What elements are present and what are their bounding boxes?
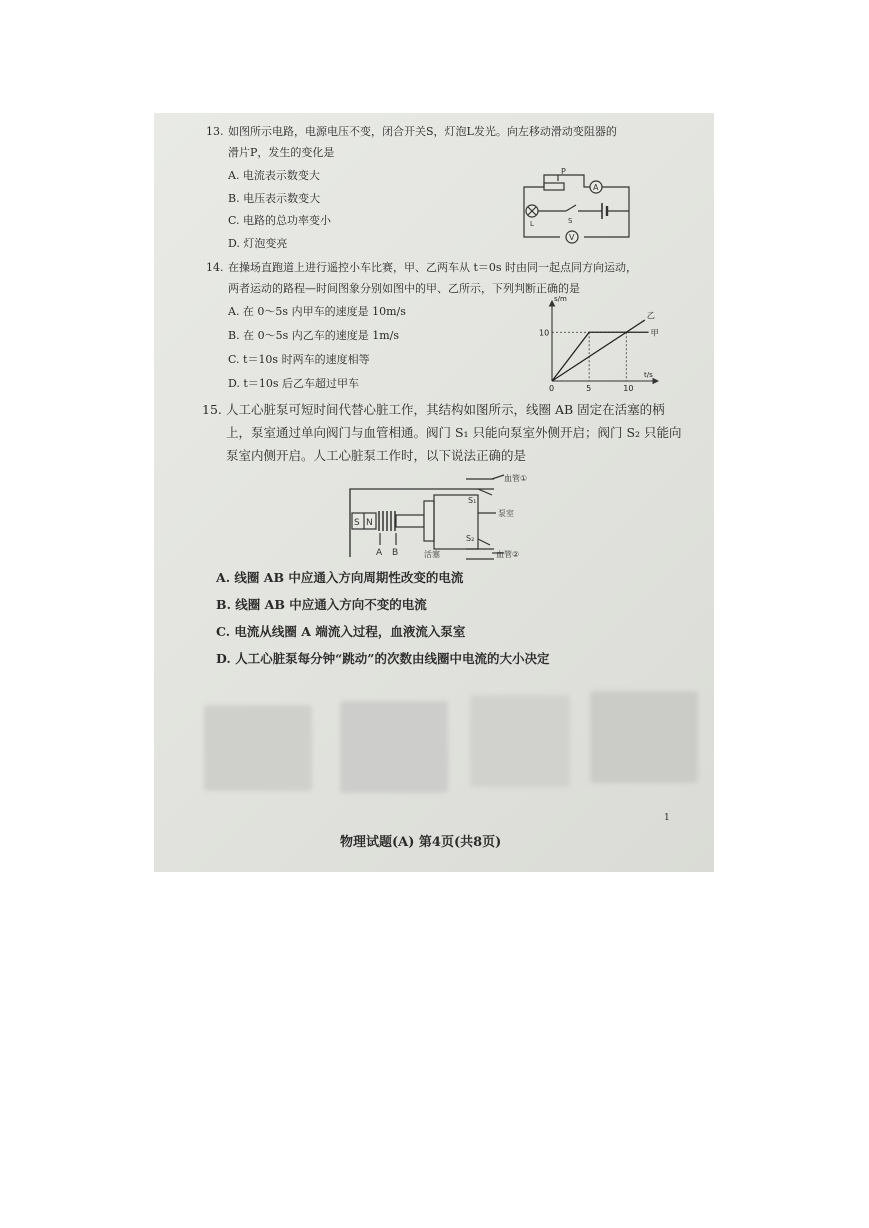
q13-option-d: D. 灯泡变亮 (228, 237, 288, 250)
vessel2-label: 血管② (496, 550, 520, 559)
series-line-1 (552, 332, 649, 381)
page-footer: 物理试题(A) 第4页(共8页) (340, 835, 502, 850)
x-tick-label: 0 (549, 384, 555, 393)
series-line-2 (552, 320, 645, 381)
x-axis-label: t/s (644, 371, 653, 379)
q15-heart-pump-diagram (344, 473, 564, 563)
y-axis-label: s/m (554, 295, 567, 303)
coil-b-label: B (392, 548, 399, 558)
series-label-2: 乙 (646, 311, 655, 321)
q15-option-c: C. 电流从线圈 A 端流入过程，血液流入泵室 (216, 624, 466, 639)
q14-stem-line1: 在操场直跑道上进行遥控小车比赛，甲、乙两车从 t＝0s 时由同一起点同方向运动， (228, 261, 638, 274)
x-tick-label: 5 (586, 384, 592, 393)
piston-symbol (424, 501, 434, 541)
q15-stem-line2: 上，泵室通过单向阀门与血管相通。阀门 S₁ 只能向泵室外侧开启；阀门 S₂ 只能向 (226, 425, 682, 440)
pump-chamber-label: 泵室 (498, 509, 514, 518)
q15-option-d: D. 人工心脏泵每分钟“跳动”的次数由线圈中电流的大小决定 (216, 651, 550, 666)
series-label-1: 甲 (650, 328, 659, 338)
q14-option-d: D. t＝10s 后乙车超过甲车 (228, 377, 359, 390)
piston-label: 活塞 (424, 550, 440, 559)
q14-distance-time-chart (534, 293, 664, 393)
photographed-exam-page (154, 113, 714, 872)
q15-option-b: B. 线圈 AB 中应通入方向不变的电流 (216, 597, 427, 612)
q13-option-a: A. 电流表示数变大 (228, 169, 320, 182)
bleed-through-image-2 (340, 701, 448, 793)
q13-option-b: B. 电压表示数变大 (228, 192, 321, 205)
y-tick-label: 10 (539, 328, 550, 338)
q14-number: 14. (206, 261, 224, 274)
bleed-through-image-3 (470, 695, 570, 787)
q13-stem-line2: 滑片P，发生的变化是 (228, 146, 335, 159)
switch-label: S (568, 217, 573, 225)
q14-option-c: C. t＝10s 时两车的速度相等 (228, 353, 370, 366)
q15-option-a: A. 线圈 AB 中应通入方向周期性改变的电流 (216, 570, 464, 585)
q14-option-a: A. 在 0～5s 内甲车的速度是 10m/s (228, 305, 406, 318)
q15-number: 15. (202, 402, 222, 417)
rheostat-slider-label: P (561, 167, 566, 176)
q13-circuit-diagram (514, 165, 654, 245)
magnet-s-label: S (354, 518, 360, 528)
q13-number: 13. (206, 125, 224, 138)
q13-stem-line1: 如图所示电路，电源电压不变，闭合开关S，灯泡L发光。向左移动滑动变阻器的 (228, 125, 617, 138)
q13-option-c: C. 电路的总功率变小 (228, 214, 332, 227)
vessel1-label: 血管① (504, 474, 528, 483)
bleed-through-image-1 (204, 705, 312, 791)
corner-mark: 1 (664, 813, 670, 823)
valve-s1-label: S₁ (468, 496, 477, 505)
bleed-through-image-4 (590, 691, 698, 783)
lamp-label: L (530, 220, 534, 228)
voltmeter-label: V (569, 233, 575, 242)
q14-option-b: B. 在 0～5s 内乙车的速度是 1m/s (228, 329, 399, 342)
magnet-n-label: N (366, 518, 373, 528)
coil-a-label: A (376, 548, 383, 558)
x-tick-label: 10 (623, 384, 634, 393)
q15-stem-line3: 泵室内侧开启。人工心脏泵工作时，以下说法正确的是 (226, 448, 527, 463)
q15-stem-line1: 人工心脏泵可短时间代替心脏工作，其结构如图所示，线圈 AB 固定在活塞的柄 (226, 402, 665, 417)
q14-stem-line2: 两者运动的路程—时间图象分别如图中的甲、乙所示，下列判断正确的是 (228, 282, 580, 295)
valve-s2-label: S₂ (466, 534, 475, 543)
ammeter-label: A (593, 183, 599, 192)
